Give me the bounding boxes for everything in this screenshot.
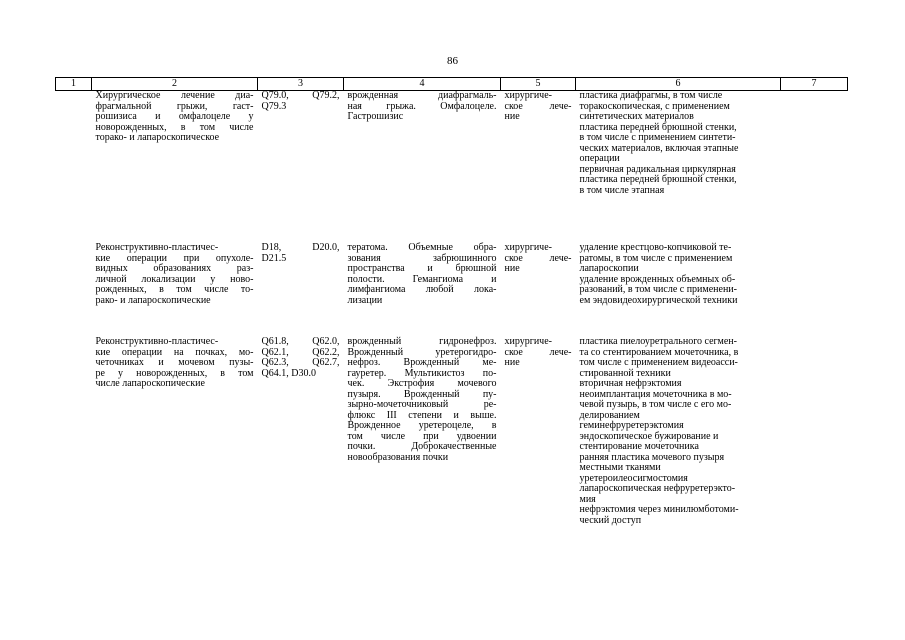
table-row bbox=[56, 237, 848, 329]
cell-text-line: Реконструктивно-пластичес- bbox=[95, 336, 219, 347]
treatment-methods-cell bbox=[576, 91, 781, 238]
cell-text-line: удаление врожденных объемных об- bbox=[579, 273, 736, 285]
cell-text-line: Хирургическое лечение диа- bbox=[95, 90, 254, 101]
cell-text-line: лапароскопическая нефруретерэкто- bbox=[579, 483, 736, 494]
cell-text-line: четочниках и мочевом пузы- bbox=[95, 357, 254, 368]
cell-text-line: пластика передней брюшной стенки, bbox=[579, 174, 737, 185]
table-row bbox=[56, 91, 848, 238]
cell-text-line: числе лапароскопические bbox=[95, 378, 205, 389]
intervention-name-cell bbox=[92, 329, 258, 526]
cell-text-line: ем эндовидеохирургической техники bbox=[579, 294, 738, 306]
cell-text-line: ре у новорожденных, в том bbox=[95, 367, 254, 379]
cell-text-line: Q64.1, D30.0 bbox=[261, 367, 316, 379]
cell-text-line: ческих материалов, включая этапные bbox=[579, 142, 739, 154]
cell-text-line: разований, в том числе с применени- bbox=[579, 284, 737, 295]
cell-text-line: синтетических материалов bbox=[579, 111, 694, 122]
cell-text-line: делированием bbox=[579, 409, 640, 421]
cell-text-line: лизации bbox=[347, 294, 383, 306]
cell-text-line: флюкс III степени и выше. bbox=[347, 409, 497, 421]
empty-cell bbox=[781, 329, 848, 526]
cell-text-line: торако- и лапароскопическое bbox=[95, 132, 220, 143]
cell-text-line: ратомы, в том числе с применением bbox=[579, 252, 733, 264]
cell-text-line: местными тканями bbox=[579, 462, 661, 473]
column-header-4: 4 bbox=[344, 78, 501, 91]
disease-cell bbox=[344, 91, 501, 238]
cell-text-line: почки. Доброкачественные bbox=[347, 441, 497, 452]
treatment-methods-cell bbox=[576, 329, 781, 526]
cell-text-line: Врожденный уретерогидро- bbox=[347, 346, 497, 358]
treatment-type-cell bbox=[501, 329, 576, 526]
empty-cell bbox=[781, 91, 848, 238]
cell-text-line: геминефруретерэктомия bbox=[579, 420, 684, 431]
cell-text-line: ское лече- bbox=[504, 252, 572, 264]
cell-text-line: ское лече- bbox=[504, 346, 572, 358]
cell-text-line: хирургиче- bbox=[504, 90, 552, 101]
cell-text-line: пластика пиелоуретрального сегмен- bbox=[579, 336, 737, 347]
cell-text-line: кие операции на почках, мо- bbox=[95, 346, 254, 358]
cell-text-line: та со стентированием мочеточника, в bbox=[579, 346, 739, 358]
treatment-methods-cell bbox=[576, 237, 781, 329]
cell-text-line: Q79.0, Q79.2, bbox=[261, 90, 340, 101]
column-header-5: 5 bbox=[501, 78, 576, 91]
cell-text-line: видных образованиях раз- bbox=[95, 263, 254, 274]
disease-cell bbox=[344, 237, 501, 329]
cell-text-line: нефрэктомия через минилюмботоми- bbox=[579, 504, 739, 515]
cell-text-line: тератома. Объемные обра- bbox=[347, 242, 497, 253]
cell-text-line: хирургиче- bbox=[504, 242, 552, 253]
cell-text-line: ранняя пластика мочевого пузыря bbox=[579, 451, 725, 463]
cell-text-line: чевой пузырь, в том числе с его мо- bbox=[579, 399, 732, 410]
cell-text-line: Врожденное уретероцеле, в bbox=[347, 420, 497, 431]
cell-text-line: рако- и лапароскопические bbox=[95, 294, 211, 306]
empty-cell bbox=[56, 91, 92, 238]
column-header-1: 1 bbox=[56, 78, 92, 91]
cell-text-line: новорожденных, в том числе bbox=[95, 121, 254, 133]
cell-text-line: ние bbox=[504, 111, 520, 122]
cell-text-line: стированной техники bbox=[579, 367, 671, 379]
cell-text-line: уретероилеосигмостомия bbox=[579, 472, 688, 484]
column-number-header bbox=[56, 78, 848, 91]
cell-text-line: рошизиса и омфалоцеле у bbox=[95, 111, 254, 122]
cell-text-line: Гастрошизис bbox=[347, 111, 404, 122]
column-header-6: 6 bbox=[576, 78, 781, 91]
empty-cell bbox=[56, 329, 92, 526]
cell-text-line: том числе при удвоении bbox=[347, 430, 497, 442]
treatment-type-cell bbox=[501, 237, 576, 329]
cell-text-line: мия bbox=[579, 493, 596, 505]
cell-text-line: ское лече- bbox=[504, 100, 572, 112]
cell-text-line: врожденная диафрагмаль- bbox=[347, 90, 497, 101]
cell-text-line: зырно-мочеточниковый ре- bbox=[347, 399, 497, 410]
cell-text-line: D18, D20.0, bbox=[261, 242, 340, 253]
cell-text-line: лапароскопии bbox=[579, 263, 639, 274]
column-header-3: 3 bbox=[258, 78, 344, 91]
intervention-name-cell bbox=[92, 91, 258, 238]
cell-text-line: удаление крестцово-копчиковой те- bbox=[579, 242, 732, 253]
cell-text-line: кие операции при опухоле- bbox=[95, 252, 254, 264]
cell-text-line: том числе с применением видеоасси- bbox=[579, 357, 738, 368]
cell-text-line: пластика диафрагмы, в том числе bbox=[579, 90, 723, 101]
cell-text-line: полости. Гемангиома и bbox=[347, 273, 497, 285]
cell-text-line: гауретер. Мультикистоз по- bbox=[347, 367, 497, 379]
cell-text-line: операции bbox=[579, 153, 620, 164]
empty-cell bbox=[781, 237, 848, 329]
cell-text-line: зования забрюшинного bbox=[347, 252, 497, 264]
cell-text-line: нефроз. Врожденный ме- bbox=[347, 357, 497, 368]
table-row bbox=[56, 329, 848, 526]
column-header-2: 2 bbox=[92, 78, 258, 91]
empty-cell bbox=[56, 237, 92, 329]
cell-text-line: пространства и брюшной bbox=[347, 263, 497, 274]
cell-text-line: неоимплантация мочеточника в мо- bbox=[579, 388, 732, 400]
cell-text-line: ная грыжа. Омфалоцеле. bbox=[347, 100, 497, 112]
cell-text-line: в том числе с применением синтети- bbox=[579, 132, 736, 143]
cell-text-line: врожденный гидронефроз. bbox=[347, 336, 497, 347]
cell-text-line: ческий доступ bbox=[579, 514, 642, 526]
cell-text-line: пузыря. Врожденный пу- bbox=[347, 388, 497, 400]
treatment-type-cell bbox=[501, 91, 576, 238]
cell-text-line: рожденных, в том числе то- bbox=[95, 284, 254, 295]
page-number: 86 bbox=[447, 55, 458, 67]
cell-text-line: вторичная нефрэктомия bbox=[579, 378, 682, 389]
cell-text-line: торакоскопическая, с применением bbox=[579, 100, 730, 112]
cell-text-line: первичная радикальная циркулярная bbox=[579, 163, 736, 175]
cell-text-line: личной локализации у ново- bbox=[95, 273, 254, 285]
icd-codes-cell bbox=[258, 329, 344, 526]
cell-text-line: Q61.8, Q62.0, bbox=[261, 336, 340, 347]
cell-text-line: лимфангиома любой лока- bbox=[347, 284, 497, 295]
cell-text-line: D21.5 bbox=[261, 252, 287, 264]
cell-text-line: Q62.1, Q62.2, bbox=[261, 346, 340, 358]
cell-text-line: фрагмальной грыжи, гаст- bbox=[95, 100, 254, 112]
cell-text-line: Q62.3, Q62.7, bbox=[261, 357, 340, 368]
cell-text-line: пластика передней брюшной стенки, bbox=[579, 121, 737, 133]
cell-text-line: стентирование мочеточника bbox=[579, 441, 699, 452]
cell-text-line: новообразования почки bbox=[347, 451, 449, 463]
cell-text-line: в том числе этапная bbox=[579, 184, 665, 196]
cell-text-line: хирургиче- bbox=[504, 336, 552, 347]
medical-care-table bbox=[55, 77, 848, 526]
cell-text-line: ние bbox=[504, 357, 520, 368]
cell-text-line: Q79.3 bbox=[261, 100, 287, 112]
column-header-7: 7 bbox=[781, 78, 848, 91]
cell-text-line: чек. Экстрофия мочевого bbox=[347, 378, 497, 389]
icd-codes-cell bbox=[258, 91, 344, 238]
cell-text-line: эндоскопическое бужирование и bbox=[579, 430, 719, 442]
icd-codes-cell bbox=[258, 237, 344, 329]
intervention-name-cell bbox=[92, 237, 258, 329]
cell-text-line: Реконструктивно-пластичес- bbox=[95, 242, 219, 253]
disease-cell bbox=[344, 329, 501, 526]
cell-text-line: ние bbox=[504, 263, 520, 274]
